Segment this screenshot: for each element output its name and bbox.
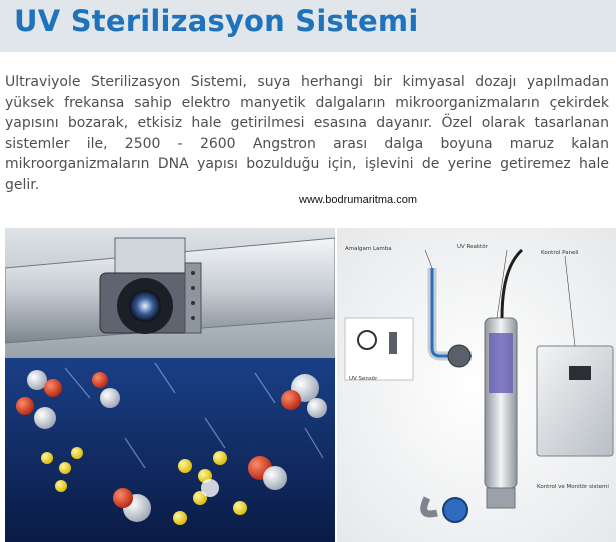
label-uv-reactor: UV Reaktör	[457, 244, 488, 250]
label-amalgam-lamp: Amalgam Lamba	[345, 246, 392, 252]
label-uv-sensor: UV Sensör	[349, 376, 378, 382]
label-control-panel: Kontrol Paneli	[541, 250, 579, 256]
pipe-reactor-illustration	[5, 228, 335, 358]
header-band	[0, 0, 616, 52]
label-control-system: Kontrol ve Monitör sistemi	[537, 484, 609, 490]
uv-system-diagram	[337, 228, 616, 542]
article-paragraph: Ultraviyole Sterilizasyon Sistemi, suya herhangi bir kimyasal dozajı yapılmadan yüksek frekansa sahip elektro manyetik dalgaların mikroorganizmaların çekirdek yapısını bozarak, etkisiz hale getirilmesi esasına dayanır. Özel olarak tasarlanan sistemler ile, 2500 - 2600 Angstron arası dalga boyuna maruz kalan mikroorganizmaların DNA yapısı bozulduğu için, işlevini de yerine getiremez hale gelir.	[5, 74, 609, 193]
molecules-illustration	[5, 358, 335, 542]
page-title: UV Sterilizasyon Sistemi	[14, 4, 419, 38]
website-url: www.bodrumaritma.com	[299, 194, 417, 206]
